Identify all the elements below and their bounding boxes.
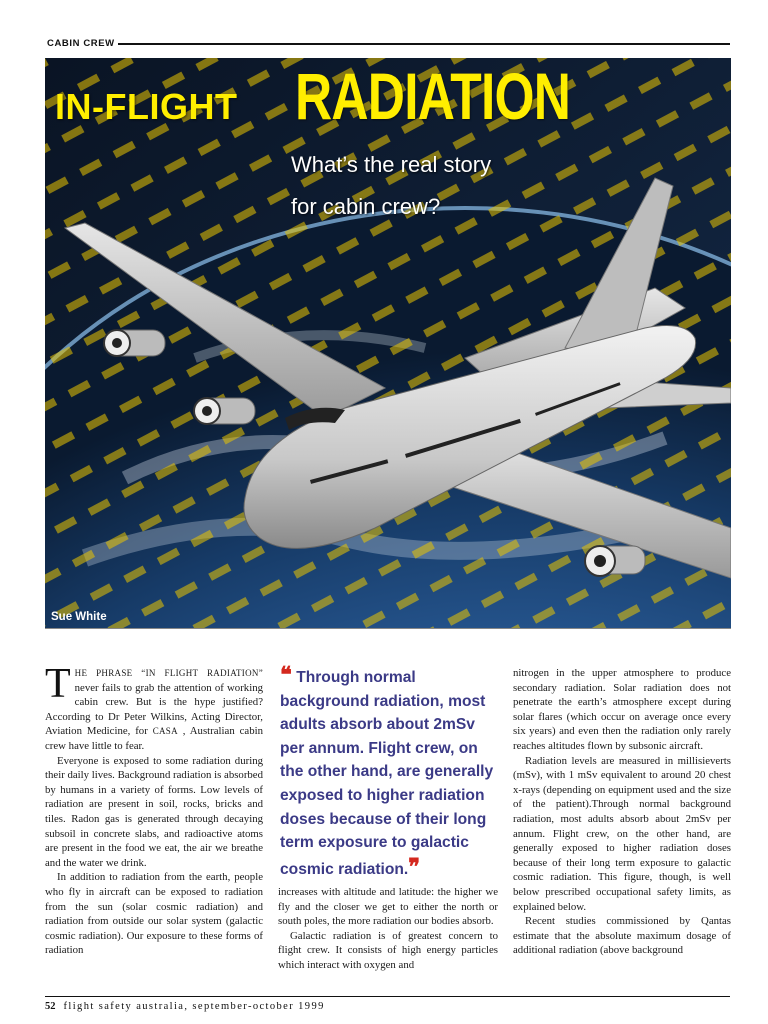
author-byline: Sue White: [51, 611, 107, 623]
subtitle-line-1: What’s the real story: [291, 152, 492, 177]
hero-image: [45, 58, 731, 628]
paragraph-3-continued: increases with altitude and latitude: the higher we fly and the closer we get to either the north or south poles, the more radiation our bodies absorb.: [278, 886, 498, 928]
pull-quote: [280, 663, 500, 881]
close-quote-mark: ❞: [408, 853, 421, 879]
paragraph-1-text: never fails to grab the attention of working cabin crew. But is the hype justified? According to Dr Peter Wilkins, Acting Director, Aviation Medicine, for: [45, 681, 263, 738]
subtitle: [291, 144, 591, 228]
paragraph-2: Everyone is exposed to some radiation during their daily lives. Background radiation is absorbed by humans in a variety of forms. Low levels of radiation are present in soil, rocks, bricks and tiles. Radon gas is generated through decaying subsoil in concrete slabs, and radioactive atoms are present in the food we eat, the air we breathe and the water we drink.: [45, 754, 263, 869]
subtitle-line-2: for cabin crew?: [291, 194, 441, 219]
paragraph-3: In addition to radiation from the earth, people who fly in aircraft can be exposed to radiation from the sun (solar cosmic radiation) and radiation from outside our solar system (galactic cosmic radiation). Our exposure to these forms of radiation: [45, 871, 263, 957]
page-footer: [45, 1001, 325, 1012]
title-main: RADIATION: [295, 59, 571, 133]
pull-quote-text: Through normal background radiation, most adults absorb about 2mSv per annum. Flight crew, on the other hand, are generally exposed to higher radiation doses because of their long term exposure to galactic cosmic radiation.: [280, 669, 494, 878]
paragraph-1-end: , Australian cabin crew have little to fear.: [45, 725, 263, 752]
casa-acronym: CASA: [152, 726, 178, 737]
lead-in-caps: HE PHRASE “IN FLIGHT RADIATION”: [74, 668, 263, 678]
publication-info: flight safety australia, september-october 1999: [63, 1001, 325, 1012]
title-prefix: IN-FLIGHT: [55, 86, 238, 127]
article-column-2: [278, 885, 498, 989]
page-number: 52: [45, 1001, 56, 1012]
paragraph-4: Galactic radiation is of greatest concern to flight crew. It consists of high energy particles which interact with oxygen and: [278, 929, 498, 971]
open-quote-mark: ❝: [280, 662, 292, 687]
paragraph-5: Radiation levels are measured in millisieverts (mSv), with 1 mSv equivalent to around 20 chest x-rays (depending on equipment used and the size of the patient).Through normal background radiation, most adults absorb about 2mSv per annum. Flight crew, on the other hand, are generally exposed to higher radiation doses because of their long term exposure to galactic cosmic radiation. This figure, though, is well below prescribed occupational safety limits, as explained below.: [513, 754, 731, 913]
paragraph-1: [45, 666, 263, 754]
drop-cap: T: [45, 666, 71, 707]
article-column-3: [513, 666, 731, 990]
section-label: CABIN CREW: [47, 38, 115, 49]
paragraph-4-continued: nitrogen in the upper atmosphere to produce secondary radiation. Solar radiation does not penetrate the earth’s atmosphere except during solar flares (which occur on average once every six years) and even then the radiation only rarely reaches altitudes flown by subsonic aircraft.: [513, 667, 731, 752]
paragraph-6: Recent studies commissioned by Qantas estimate that the absolute maximum dosage of additional radiation (above background: [513, 915, 731, 957]
article-column-1: [45, 666, 263, 990]
section-rule: [118, 43, 730, 45]
byline-rule: [45, 628, 731, 629]
footer-rule: [45, 996, 730, 997]
